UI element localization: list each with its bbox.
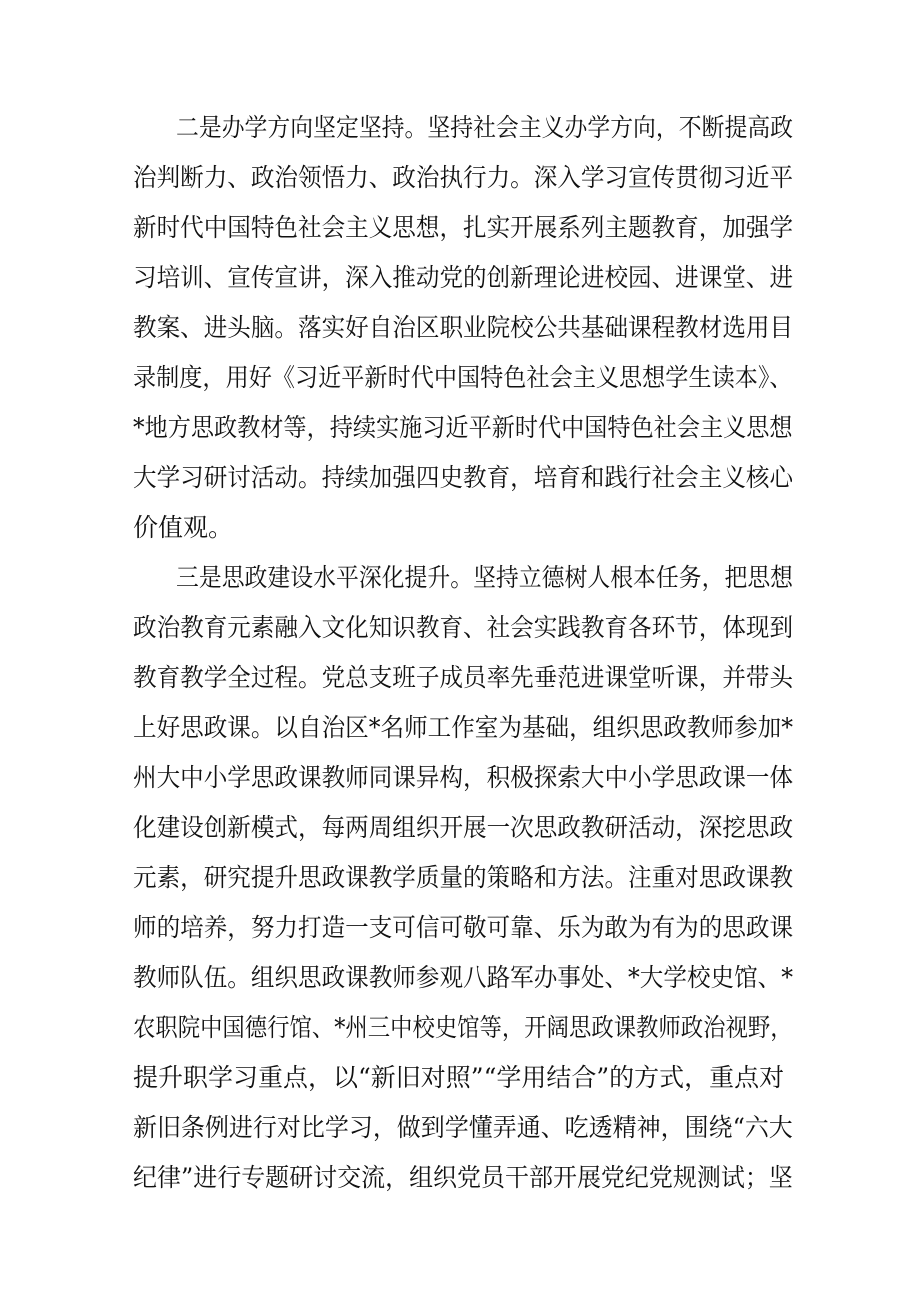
paragraph-1-line-7: *地方思政教材等，持续实施习近平新时代中国特色社会主义思想 (133, 413, 793, 442)
paragraph-2-line-7: 元素，研究提升思政课教学质量的策略和方法。注重对思政课教 (133, 863, 794, 892)
paragraph-2-line-9: 教师队伍。组织思政课教师参观八路军办事处、*大学校史馆、* (133, 963, 794, 992)
paragraph-2-line-6: 化建设创新模式，每两周组织开展一次思政教研活动，深挖思政 (133, 813, 794, 842)
paragraph-2-line-1: 三是思政建设水平深化提升。坚持立德树人根本任务，把思想 (176, 563, 794, 592)
paragraph-2-line-8: 师的培养，努力打造一支可信可敬可靠、乐为敢为有为的思政课 (133, 913, 794, 942)
paragraph-2-line-4: 上好思政课。以自治区*名师工作室为基础，组织思政教师参加* (133, 713, 794, 742)
paragraph-1-line-4: 习培训、宣传宣讲，深入推动党的创新理论进校园、进课堂、进 (133, 263, 794, 292)
paragraph-1-line-5: 教案、进头脑。落实好自治区职业院校公共基础课程教材选用目 (133, 313, 794, 342)
paragraph-2-line-10: 农职院中国德行馆、*州三中校史馆等，开阔思政课教师政治视野， (133, 1013, 793, 1042)
paragraph-1-line-8: 大学习研讨活动。持续加强四史教育，培育和践行社会主义核心 (133, 463, 794, 492)
paragraph-1-line-9: 价值观。 (133, 513, 234, 542)
paragraph-1-line-6: 录制度，用好《习近平新时代中国特色社会主义思想学生读本》、 (133, 363, 793, 392)
paragraph-2-line-5: 州大中小学思政课教师同课异构，积极探索大中小学思政课一体 (133, 763, 794, 792)
paragraph-1-line-2: 治判断力、政治领悟力、政治执行力。深入学习宣传贯彻习近平 (133, 163, 794, 192)
paragraph-2-line-12: 新旧条例进行对比学习，做到学懂弄通、吃透精神，围绕“六大 (133, 1113, 793, 1142)
paragraph-1-line-3: 新时代中国特色社会主义思想，扎实开展系列主题教育，加强学 (133, 213, 794, 242)
paragraph-1-line-1: 二是办学方向坚定坚持。坚持社会主义办学方向，不断提高政 (176, 113, 794, 142)
paragraph-2-line-3: 教育教学全过程。党总支班子成员率先垂范进课堂听课，并带头 (133, 663, 794, 692)
paragraph-2-line-13: 纪律”进行专题研讨交流，组织党员干部开展党纪党规测试；坚 (133, 1163, 793, 1192)
paragraph-2-line-2: 政治教育元素融入文化知识教育、社会实践教育各环节，体现到 (133, 613, 794, 642)
paragraph-2-line-11: 提升职学习重点，以“新旧对照”“学用结合”的方式，重点对 (133, 1063, 785, 1092)
